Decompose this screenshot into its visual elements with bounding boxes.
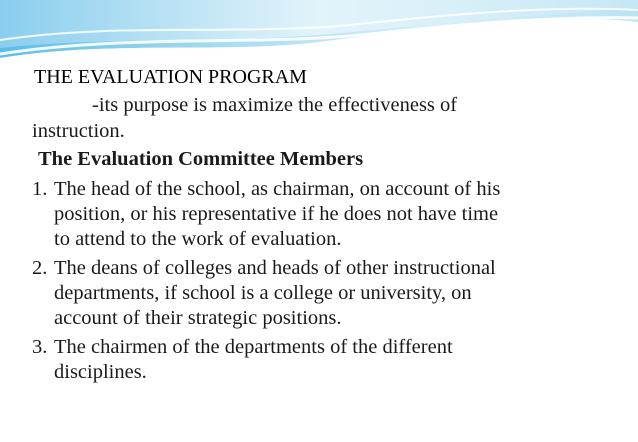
list-item-text: account of their strategic positions. xyxy=(54,307,342,329)
slide-title: THE EVALUATION PROGRAM xyxy=(34,66,307,88)
list-item xyxy=(32,256,632,331)
list-item-number: 3. xyxy=(32,336,48,358)
list-item xyxy=(32,335,632,385)
list-item-text: The chairmen of the departments of the different xyxy=(54,336,453,358)
list-item-text: to attend to the work of evaluation. xyxy=(54,228,342,250)
list-item xyxy=(32,177,632,252)
purpose-line-1: -its purpose is maximize the effectiveness of xyxy=(92,94,458,116)
list-item-number: 1. xyxy=(32,178,48,200)
list-item-text: The deans of colleges and heads of other instructional xyxy=(54,257,496,279)
committee-subtitle: The Evaluation Committee Members xyxy=(38,148,364,170)
list-item-text: The head of the school, as chairman, on account of his xyxy=(54,178,501,200)
list-item-text: position, or his representative if he does not have time xyxy=(54,203,499,225)
list-item-number: 2. xyxy=(32,257,48,279)
list-item-text: disciplines. xyxy=(54,361,147,383)
purpose-line-2: instruction. xyxy=(32,120,125,142)
list-item-text: departments, if school is a college or university, on xyxy=(54,282,472,304)
committee-members-list xyxy=(32,177,632,389)
header-wave-decoration xyxy=(0,0,638,64)
